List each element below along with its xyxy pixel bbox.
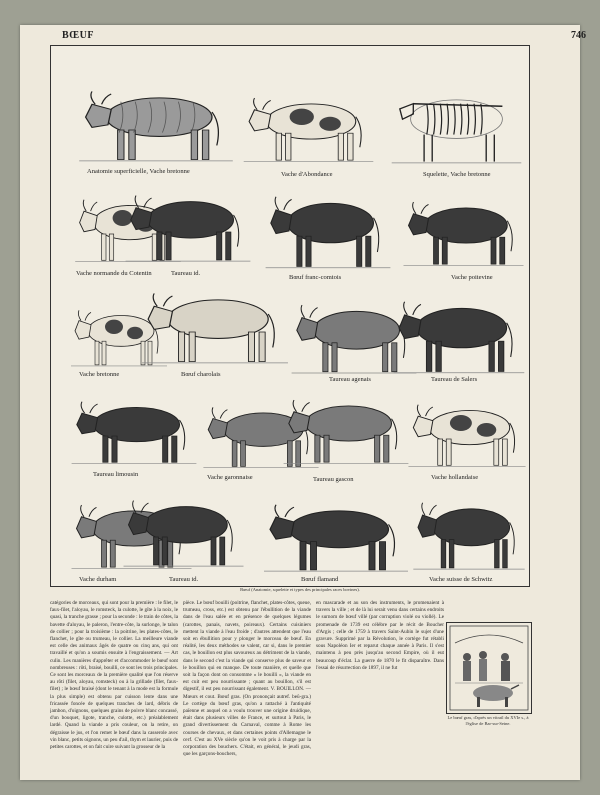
plate-caption: Bœuf (Anatomie, squelette et types des principales races bovines). [240,587,360,592]
text-column-1: catégories de morceaux, qui sont pour la première : le filet, le faux-filet, l'aloyau, le romsteck, la culotte, le gîte à la noix, le quasi, la tranche grasse ; pour la seconde : le train de côtes, la bavette d'aloyau, le paleron, l'entre-côte, la surlonge, le talon de collier ; pour la troisième : la poitrine, les plates-côtes, le flanchet, le gîte ou trumeau, le collier. La meilleure viande est celle des animaux âgés de quatre ou cinq ans, qui ont travaillé et qu'on a soumis ensuite à l'engraissement. — Art culin. Les manières d'apprêter et d'accommoder le bœuf sont nombreuses : rôti, braisé, bouilli, ce sont les trois principales. Ce sont les morceaux de la première qualité que l'on réserve au rôti (filet, aloyau, romsteck) ou à la grillade (filet, faux-filet) ; le bœuf braisé (dont le tenant à la mode est la formule la plus simple) est obtenu par cuisson lente dans une fricassée foncée de quelques tranches de lard, débris de jambon, d'oignons, quelques grains de poivre blanc concassé, d'un bouquet, ligote, tranche, culotte, etc.) préalablement lardé. Quand la viande a pris couleur, on la retire, on dégraisse le jus, et l'on remet le bœuf dans la casserole avec vin blanc, petits oignons, un peu d'ail, thym et laurier, puis de petites carottes, et on fait cuire suivant la grosseur de la [50,600,178,751]
figure-hollandaise [406,391,528,471]
figure-flamand [261,490,411,576]
figure-caption: Taureau id. [169,576,199,583]
figure-caption: Bœuf flamand [301,576,339,583]
figure-salers [391,286,527,378]
figure-caption: Bœuf charolais [181,371,221,378]
illustration-plate [50,45,530,587]
figure-gascon [281,386,411,468]
figure-caption: Vache bretonne [79,371,120,378]
figure-poitevine [401,188,526,270]
page-number: 746 [571,30,586,41]
figure-abondance [241,84,376,166]
figure-schwitz [411,488,527,574]
figure-limousin [69,388,199,468]
figure-caption: Vache garonnaise [207,474,253,481]
figure-caption: Vache poitevine [451,274,493,281]
figure-caption: Taureau agenais [329,376,371,383]
figure-squelette [389,78,524,168]
figure-taureau-id-1 [123,181,253,266]
figure-caption: Squelette, Vache bretonne [423,171,491,178]
stained-glass-caption: Le bœuf gras, d'après un vitrail du XVIe s., à l'église de Bar-sur-Seine. [447,715,529,726]
figure-caption: Anatomie superficielle, Vache bretonne [87,168,190,175]
figure-caption: Taureau de Salers [431,376,478,383]
page-title: BŒUF [62,30,94,41]
figure-caption: Bœuf franc-comtois [289,274,342,281]
figure-caption: Vache normande du Cotentin [76,270,152,277]
stained-glass-illustration [446,622,532,714]
figure-franc-comtoise [263,181,393,273]
text-column-2: pièce. Le bœuf bouilli (poitrine, flanchet, plates-côtes, queue, trumeau, cross, etc.) est obtenu par l'ébullition de la viande dans de l'eau salée et en présence de quelques légumes (carottes, panais, navets, poireaux). Certains cuisiniers mettent la viande à l'eau froide ; d'autres attendent que l'eau soit en ébullition pour y plonger le morceau de bœuf. En réalité, les deux méthodes se valent, car si, dans le premier cas, le bouillon est plus savoureux au détriment de la viande, dans le second c'est la viande qui conserve plus de saveur et le bouillon qui en manque. De toute manière, et quelle que soit la façon dont on consomme « le bouilli », la viande en est cuit est peu nourrissante ; quant au bouillon, s'il est digestif, il est peu nourrissant également. V. BOUILLON. — Mœurs et cout. Bœuf gras. (On prononçait autref. beû-gra.) Le cortège du bœuf gras, qu'on a rattaché à l'antiquité païenne et auquel on a voulu trouver une origine druidique, était dans plusieurs villes de France, et surtout à Paris, le grand divertissement du Carnaval, comme à Rome les courses de chevaux, et dans certaines points d'Allemagne le cerf. C'est au XVe siècle qu'on le voit pris à charge par la corporation des bouchers. C'était, en général, le jeudi gras, que les garçons-bouchers, [183,600,311,758]
figure-charolais [139,278,291,368]
figure-caption: Taureau id. [171,270,201,277]
figure-caption: Taureau gascon [313,476,354,483]
figure-taureau-id-2 [121,486,246,571]
figure-caption: Vache hollandaise [431,474,479,481]
figure-anatomie [76,76,236,166]
figure-caption: Vache suisse de Schwitz [429,576,493,583]
text-column-3: en mascarade et au son des instruments, le promenaient à travers la ville ; et de là lui serait venu dans certains endroits le surnom de bœuf villé (par corruption violé ou viollé). Le promenade de 1739 est célèbre par le récit de Boucher d'Argis ; celle de 1759 à travers Saint-Aubin le sujet d'une gravure. Supprimé par la Révolution, le cortège fut rétabli sous Napoléon Ier et reparut chaque année à Paris. Il s'est maintenu à peu près jusqu'au second Empire, où il eut beaucoup d'éclat. La guerre de 1870 le fit disparaître. Dans l'essai de résurrection de 1897, il ne fut [316,600,444,671]
figure-caption: Vache d'Abondance [281,171,333,178]
figure-caption: Vache durham [79,576,117,583]
figure-caption: Taureau limousin [93,471,139,478]
